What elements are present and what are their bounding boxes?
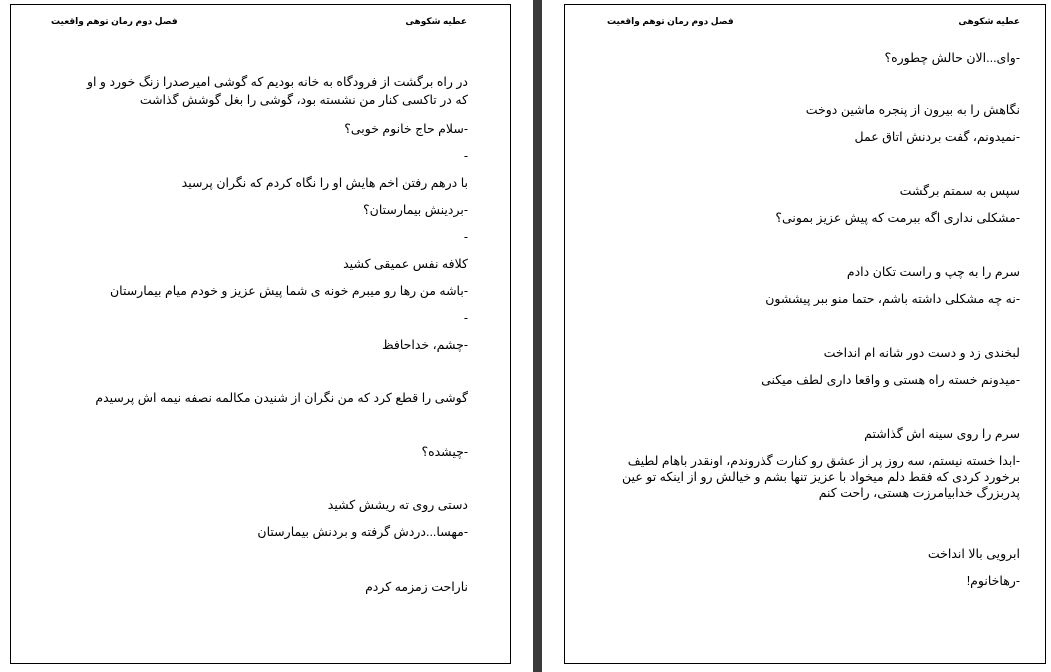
text-line: -رهاخانوم! xyxy=(966,574,1020,588)
text-line: سرم را روی سینه اش گذاشتم xyxy=(864,427,1020,441)
document-page-left xyxy=(10,4,511,664)
text-line: -بردینش بیمارستان؟ xyxy=(363,203,468,217)
text-line: نگاهش را به بیرون از پنجره ماشین دوخت xyxy=(805,103,1020,117)
text-line: دستی روی ته ریشش کشید xyxy=(327,498,468,512)
header-chapter-title: فصل دوم رمان توهم واقعیت xyxy=(51,16,178,26)
document-page-right xyxy=(564,4,1046,664)
text-line: با درهم رفتن اخم هایش او را نگاه کردم که نگران پرسید xyxy=(181,176,468,190)
text-line: -مهسا...دردش گرفته و بردنش بیمارستان xyxy=(257,525,468,539)
header-chapter-title: فصل دوم رمان توهم واقعیت xyxy=(607,16,734,26)
text-line: - xyxy=(463,230,468,244)
text-line: -چیشده؟ xyxy=(421,445,468,459)
page-gutter xyxy=(533,0,542,672)
text-line: -سلام حاج خانوم خوبی؟ xyxy=(344,122,468,136)
text-line: -نمیدونم، گفت بردنش اتاق عمل xyxy=(854,130,1020,144)
page-body-text xyxy=(600,5,1020,655)
text-line: -چشم، خداحافظ xyxy=(381,338,468,352)
text-line: لبخندی زد و دست دور شانه ام انداخت xyxy=(823,346,1020,360)
text-line: که در تاکسی کنار من نشسته بود، گوشی را بغل گوشش گذاشت xyxy=(139,93,468,107)
header-author: عطیه شکوهی xyxy=(958,16,1020,26)
text-line: -وای...الان حالش چطوره؟ xyxy=(884,51,1020,65)
text-line: در راه برگشت از فرودگاه به خانه بودیم که گوشی امیرصدرا زنگ خورد و او xyxy=(86,75,468,89)
text-line: - xyxy=(463,311,468,325)
text-paragraph: -ابدا خسته نیستم، سه روز پر از عشق رو کنارت گذروندم، اونقدر باهام لطیف برخورد کردی که فقط دلم میخواد با عزیز تنها بشم و خیالش رو از اینکه تو عین پدربزرگ خدابیامرزت هستی، راحت کنم xyxy=(622,454,1020,500)
text-line: ابرویی بالا انداخت xyxy=(927,547,1020,561)
text-line: -نه چه مشکلی داشته باشم، حتما منو ببر پیششون xyxy=(765,292,1020,306)
text-line: - xyxy=(463,149,468,163)
text-line: سرم را به چپ و راست تکان دادم xyxy=(846,265,1020,279)
text-line: سپس به سمتم برگشت xyxy=(899,184,1020,198)
text-line: کلافه نفس عمیقی کشید xyxy=(343,257,468,271)
text-line: ناراحت زمزمه کردم xyxy=(365,580,468,594)
text-line: گوشی را قطع کرد که من نگران از شنیدن مکالمه نصفه نیمه اش پرسیدم xyxy=(95,391,468,405)
text-line: -مشکلی نداری اگه ببرمت که پیش عزیز بمونی؟ xyxy=(775,211,1020,225)
text-line: -باشه من رها رو میبرم خونه ی شما پیش عزیز و خودم میام بیمارستان xyxy=(109,284,468,298)
header-author: عطیه شکوهی xyxy=(405,16,467,26)
text-line: -میدونم خسته راه هستی و واقعا داری لطف میکنی xyxy=(761,373,1020,387)
page-body-text xyxy=(38,5,468,655)
